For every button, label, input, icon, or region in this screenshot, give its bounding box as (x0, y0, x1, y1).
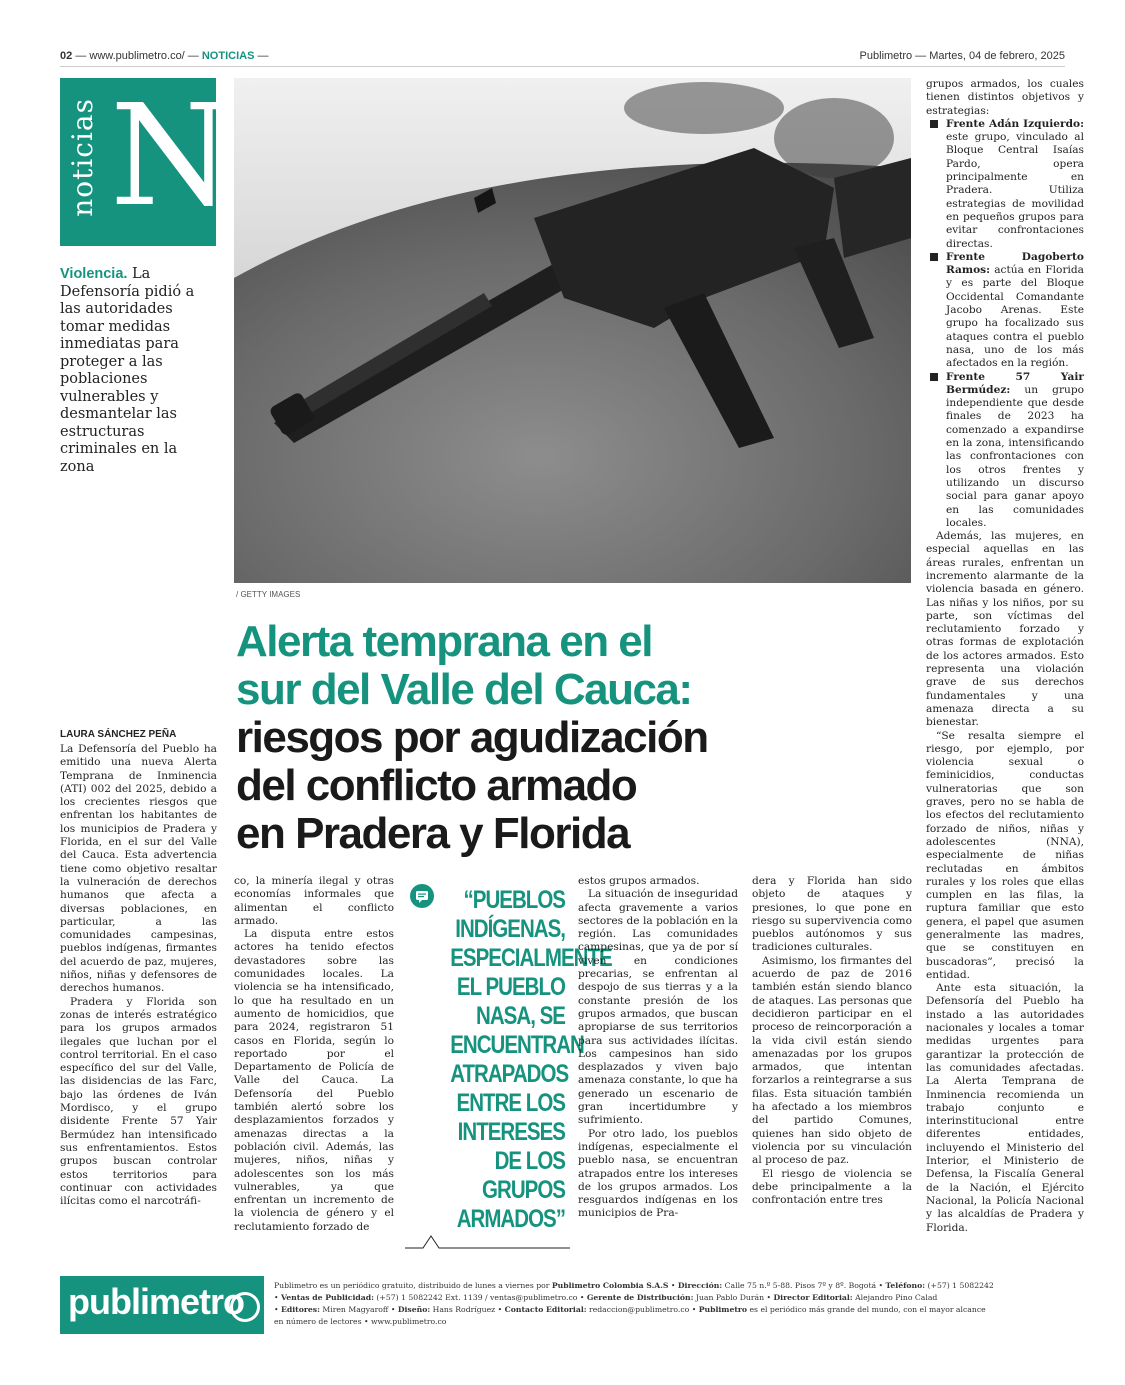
publimetro-logo (60, 1276, 264, 1334)
bullet-item (926, 118, 1084, 251)
paragraph: Por otro lado, los pueblos indígenas, especialmente el pueblo nasa, se encuentran atrapados entre los intereses de los grupos armados. Los resguardos indígenas en los municipios de Pra- (578, 1127, 738, 1220)
imprint-bold: Publimetro Colombia S.A.S (551, 1281, 669, 1290)
imprint-text: redaccion@publimetro.co • (586, 1305, 699, 1314)
bullet-text: este grupo, vinculado al Bloque Central Isaías Pardo, opera principalmente en Pradera. Utiliza estrategias de movilidad en pequeños grupos para evitar confrontaciones directas. (946, 131, 1084, 250)
rifle-illustration (234, 78, 911, 583)
byline: LAURA SÁNCHEZ PEÑA (60, 729, 177, 740)
page-number: 02 (60, 50, 73, 62)
globe-icon (230, 1292, 260, 1322)
summary-text: La Defensoría pidió a las autoridades tomar medidas inmediatas para proteger a las poblaciones vulnerables y desmantelar las estructuras criminales en la zona (60, 266, 195, 475)
paragraph: dera y Florida han sido objeto de ataques y presiones, lo que pone en riesgo su supervivencia como pueblos autónomos y sus tradiciones culturales. (752, 875, 912, 954)
body-column-4 (752, 875, 912, 1207)
logo-text: publimetro (68, 1281, 244, 1322)
bullet-title: Frente 57 Yair Bermúdez: (946, 370, 1084, 396)
paragraph: El riesgo de violencia se debe principalmente a la confrontación entre tres (752, 1167, 912, 1207)
imprint-text: Alejandro Pino Calad (852, 1293, 938, 1302)
body-column-5 (926, 78, 1084, 1235)
folio-date: Publimetro — Martes, 04 de febrero, 2025 (859, 50, 1065, 62)
paragraph: Asimismo, los firmantes del acuerdo de paz de 2016 también están siendo blanco de ataques. Las personas que decidieron participar en el proceso de reincorporación a la vida civil están siendo amenazadas por los grupos armados, que intentan forzarlos a reintegrarse a sus filas. Esta situación también ha afectado a los miembros del partido Comunes, quienes han sido objeto de violencia por su vinculación al proceso de paz. (752, 954, 912, 1167)
article-summary (60, 266, 205, 476)
headline-line-1: Alerta temprana en el (236, 617, 652, 666)
imprint-text: • (274, 1305, 281, 1314)
pull-quote-text: “PUEBLOS INDÍGENAS, ESPECIALMENTE EL PUEBLO NASA, SE ENCUENTRAN ATRAPADOS ENTRE LOS INTERESES DE LOS GRUPOS ARMADOS” (450, 886, 612, 1233)
square-bullet-icon (930, 120, 938, 128)
paragraph: “Se resalta siempre el riesgo, por ejemplo, por violencia sexual o feminicidios, conductas vulneratorias que son graves, pero no se habla de los efectos del reclutamiento forzado de niños, niñas y adolescentes (NNA), especialmente de niñas reclutadas en ámbitos rurales y los roles que ellas cumplen en las filas, la ruptura familiar que esto genera, el papel que asumen generalmente las madres, que se constituyen en buscadoras”, precisó la entidad. (926, 729, 1084, 981)
body-column-3 (578, 875, 738, 1221)
paragraph: La Defensoría del Pueblo ha emitido una nueva Alerta Temprana de Inminencia (ATI) 002 del 2025, debido a los crecientes riesgos que enfrentan los habitantes de los municipios de Pradera y Florida, en el sur del Valle del Cauca. Esta advertencia tiene como objetivo resaltar la vulneración de derechos humanos que afecta a diversas poblaciones, en particular, a las comunidades campesinas, pueblos indígenas, firmantes del acuerdo de paz, mujeres, niños, niñas y defensores de derechos humanos. (60, 743, 217, 995)
imprint-bold: Ventas de Publicidad: (280, 1293, 374, 1302)
square-bullet-icon (930, 253, 938, 261)
imprint-text: Miren Magyaroff • (319, 1305, 398, 1314)
summary-keyword: Violencia. (60, 266, 128, 282)
imprint-text: (+57) 1 5082242 Ext. 1139 / ventas@publimetro.co • (373, 1293, 587, 1302)
imprint-text: en número de lectores • www.publimetro.co (274, 1317, 447, 1326)
imprint (274, 1280, 1064, 1328)
imprint-bold: Editores: (280, 1305, 320, 1314)
imprint-text: es el periódico más grande del mundo, con el mayor alcance (747, 1305, 986, 1314)
paragraph: Pradera y Florida son zonas de interés estratégico para los grupos armados ilegales que luchan por el control territorial. En el caso específico del sur del Valle, las disidencias de las Farc, bajo las órdenes de Iván Mordisco, y el grupo disidente Frente 57 Yair Bermúdez han intensificado sus enfrentamientos. Estos grupos buscan controlar estos territorios para continuar con actividades ilícitas como el narcotráfi- (60, 995, 217, 1208)
paragraph: estos grupos armados. (578, 875, 700, 887)
imprint-bold: Dirección: (677, 1281, 723, 1290)
bullet-text: un grupo independiente que desde finales de 2023 ha comenzado a expandirse en la zona, intensificando las confrontaciones con los otros frentes y utilizando un discurso social para ganar apoyo en las comunidades locales. (946, 383, 1084, 529)
imprint-text: (+57) 1 5082242 (925, 1281, 994, 1290)
imprint-text: Hans Rodríguez • (430, 1305, 505, 1314)
section-badge (60, 75, 233, 246)
section-badge-letter: N (110, 75, 233, 238)
imprint-bold: Director Editorial: (773, 1293, 853, 1302)
imprint-text: Juan Pablo Durán • (693, 1293, 774, 1302)
pull-quote (405, 880, 612, 1250)
bullet-text: actúa en Florida y es parte del Bloque Occidental Comandante Jacobo Arenas. Este grupo ha focalizado sus ataques contra el pueblo nasa, uno de los más afectados en la región. (946, 264, 1084, 370)
page-folio (60, 48, 1065, 67)
imprint-bold: Diseño: (397, 1305, 431, 1314)
article-headline (236, 618, 912, 858)
bullet-item (926, 371, 1084, 531)
imprint-bold: Publimetro (698, 1305, 748, 1314)
square-bullet-icon (930, 373, 938, 381)
body-column-2 (234, 875, 394, 1234)
paragraph: grupos armados, los cuales tienen distintos objetivos y estrategias: (926, 78, 1084, 117)
site-url: — www.publimetro.co/ — (75, 50, 199, 62)
paragraph: co, la minería ilegal y otras economías informales que alimentan el conflicto armado. (234, 875, 394, 927)
headline-line-4: del conflicto armado (236, 761, 637, 810)
folio-dash: — (257, 50, 269, 62)
headline-line-2: sur del Valle del Cauca: (236, 665, 692, 714)
imprint-text: • (668, 1281, 678, 1290)
paragraph: La situación de inseguridad afecta gravemente a varios sectores de la población en la región. Las comunidades campesinas, que ya de por sí viven en condiciones precarias, se enfrentan al despojo de sus tierras y a la constante presión de los grupos armados, que buscan apropiarse de sus territorios para sus actividades ilícitas. Los campesinos han sido desplazados y viven bajo amenaza constante, lo que ha generado un escenario de gran incertidumbre y sufrimiento. (578, 888, 738, 1127)
page-footer (60, 1276, 1060, 1336)
photo-credit: / GETTY IMAGES (236, 590, 301, 599)
section-name: NOTICIAS (201, 50, 255, 62)
paragraph: Además, las mujeres, en especial aquellas en las áreas rurales, enfrentan un incremento alarmante de la violencia basada en género. Las niñas y los niños, por su parte, son víctimas del reclutamiento forzado y otras formas de explotación de los actores armados. Esto representa una violación grave de sus derechos fundamentales y una amenaza directa a su bienestar. (926, 530, 1084, 729)
imprint-text: • (274, 1293, 281, 1302)
imprint-bold: Teléfono: (885, 1281, 926, 1290)
folio-left (60, 50, 268, 62)
section-badge-word: noticias (66, 98, 99, 217)
speech-bubble-icon (410, 884, 434, 908)
imprint-text: Calle 75 n.º 5-88. Pisos 7º y 8º. Bogotá • (722, 1281, 886, 1290)
imprint-bold: Gerente de Distribución: (586, 1293, 694, 1302)
imprint-bold: Contacto Editorial: (504, 1305, 587, 1314)
paragraph: La disputa entre estos actores ha tenido efectos devastadores sobre las comunidades locales. La violencia se ha intensificado, lo que ha resultado en un aumento de homicidios, que para 2024, registraron 51 casos en Florida, según lo reportado por el Departamento de Policía de Valle del Cauca. La Defensoría del Pueblo también alertó sobre los desplazamientos forzados y amenazas directas a la población civil. Además, las mujeres, niños, niñas y adolescentes son los más vulnerables, ya que enfrentan un incremento de la violencia de género y el reclutamiento forzado de (234, 928, 394, 1233)
pull-quote-rule (405, 1234, 570, 1252)
article-photo (234, 78, 911, 583)
headline-line-3: riesgos por agudización (236, 713, 708, 762)
bullet-title: Frente Dagoberto Ramos: (946, 250, 1084, 277)
body-column-1 (60, 743, 217, 1208)
headline-line-5: en Pradera y Florida (236, 809, 630, 858)
bullet-item (926, 251, 1084, 371)
paragraph: Ante esta situación, la Defensoría del Pueblo ha instado a las autoridades nacionales y locales a tomar medidas urgentes para garantizar la protección de las comunidades afectadas. La Alerta Temprana de Inminencia recomienda un trabajo conjunto e interinstitucional entre diferentes entidades, incluyendo el Ministerio del Interior, el Ministerio de Defensa, la Fiscalía General de la Nación, el Ejército Nacional, la Policía Nacional y las alcaldías de Pradera y Florida. (926, 982, 1084, 1234)
imprint-text: Publimetro es un periódico gratuito, distribuido de lunes a viernes por (274, 1281, 552, 1290)
bullet-title: Frente Adán Izquierdo: (946, 117, 1084, 130)
